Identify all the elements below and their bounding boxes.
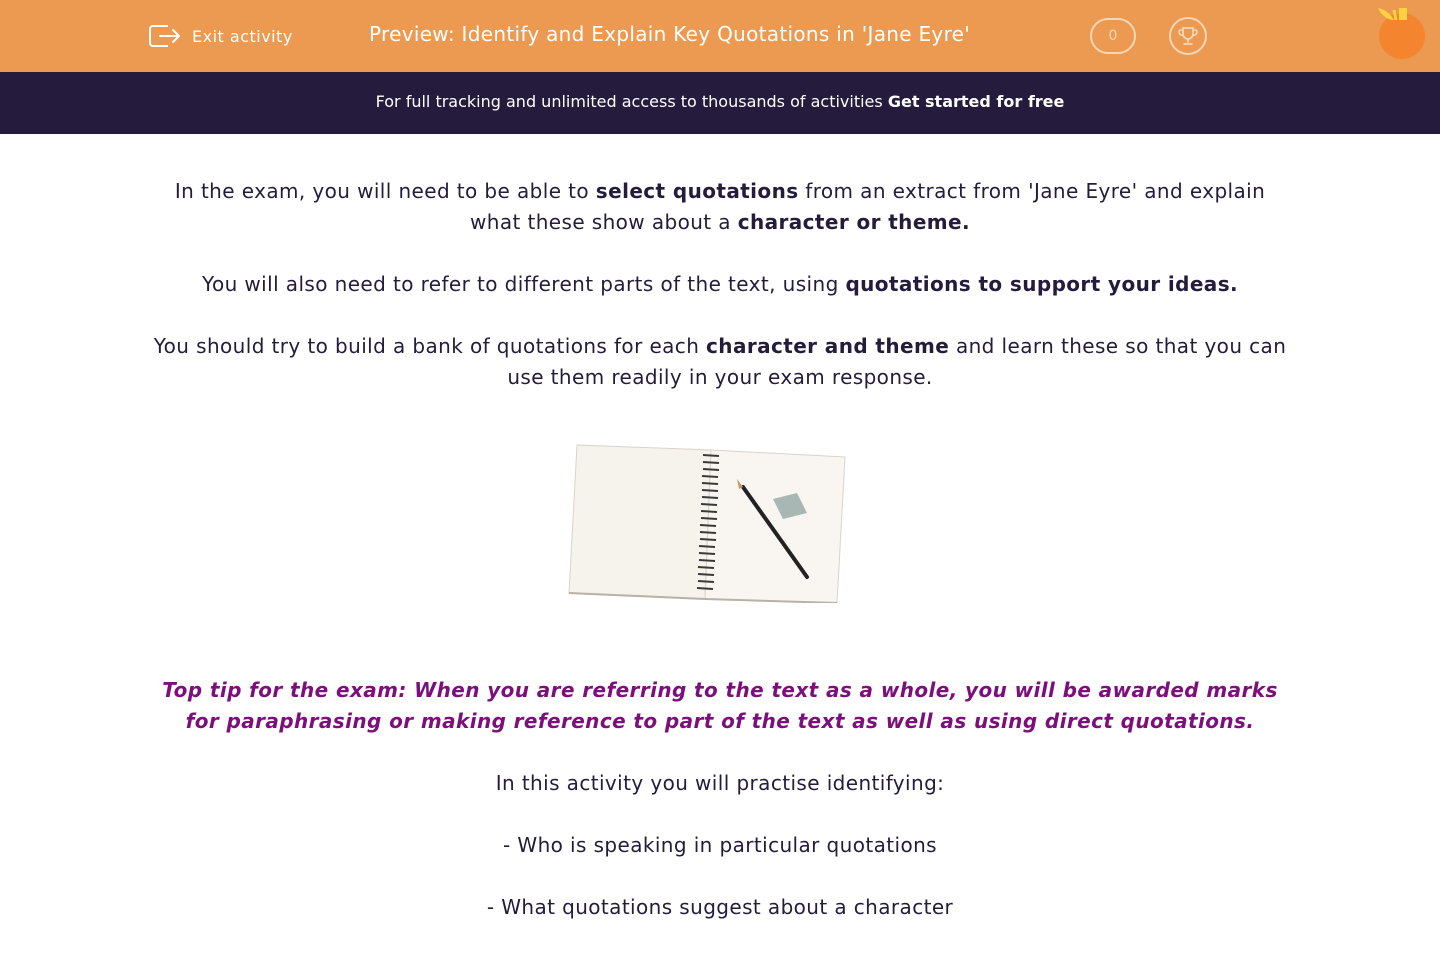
exit-icon — [148, 22, 182, 50]
exam-tip: Top tip for the exam: When you are referring to the text as a whole, you will be awarded marks for paraphrasing or making reference to part of the text as well as using direct quotations. — [162, 678, 1278, 733]
p2-text-a: You will also need to refer to different parts of the text, using — [201, 272, 846, 296]
p1-bold-character-theme: character or theme. — [737, 210, 970, 234]
activity-intro — [150, 176, 1290, 954]
p1-bold-select-quotations: select quotations — [595, 179, 799, 203]
exit-activity-label: Exit activity — [192, 26, 293, 46]
list-item: - What quotations suggest about a character — [486, 895, 954, 919]
logo-icon — [1374, 4, 1430, 60]
p3-bold-character-theme: character and theme — [706, 334, 950, 358]
notebook-pencil-icon — [565, 441, 847, 603]
paragraph-2 — [150, 269, 1290, 300]
p1-text-c: from an extract from 'Jane Eyre' and explain what these show about a — [469, 179, 1266, 234]
paragraph-1 — [150, 176, 1290, 238]
activity-intro-line: In this activity you will practise identifying: — [495, 771, 945, 795]
get-started-link[interactable]: Get started for free — [887, 92, 1065, 111]
paragraph-3 — [150, 331, 1290, 393]
list-item: - Who is speaking in particular quotations — [503, 833, 937, 857]
page-title: Preview: Identify and Explain Key Quotations in 'Jane Eyre' — [369, 22, 971, 46]
notebook-image — [150, 393, 1290, 623]
p3-text-c: and learn these so that you can use them readily in your exam response. — [507, 334, 1287, 389]
signup-banner — [0, 72, 1440, 134]
exit-activity-button[interactable] — [148, 20, 293, 52]
trophy-button[interactable] — [1169, 17, 1207, 55]
p1-text-a: In the exam, you will need to be able to — [174, 179, 596, 203]
top-bar — [0, 0, 1440, 72]
score-badge: 0 — [1090, 18, 1136, 54]
trophy-icon — [1177, 25, 1199, 47]
p2-bold-quotations-support: quotations to support your ideas. — [845, 272, 1238, 296]
p3-text-a: You should try to build a bank of quotations for each — [153, 334, 707, 358]
banner-text: For full tracking and unlimited access to thousands of activities — [375, 92, 888, 111]
